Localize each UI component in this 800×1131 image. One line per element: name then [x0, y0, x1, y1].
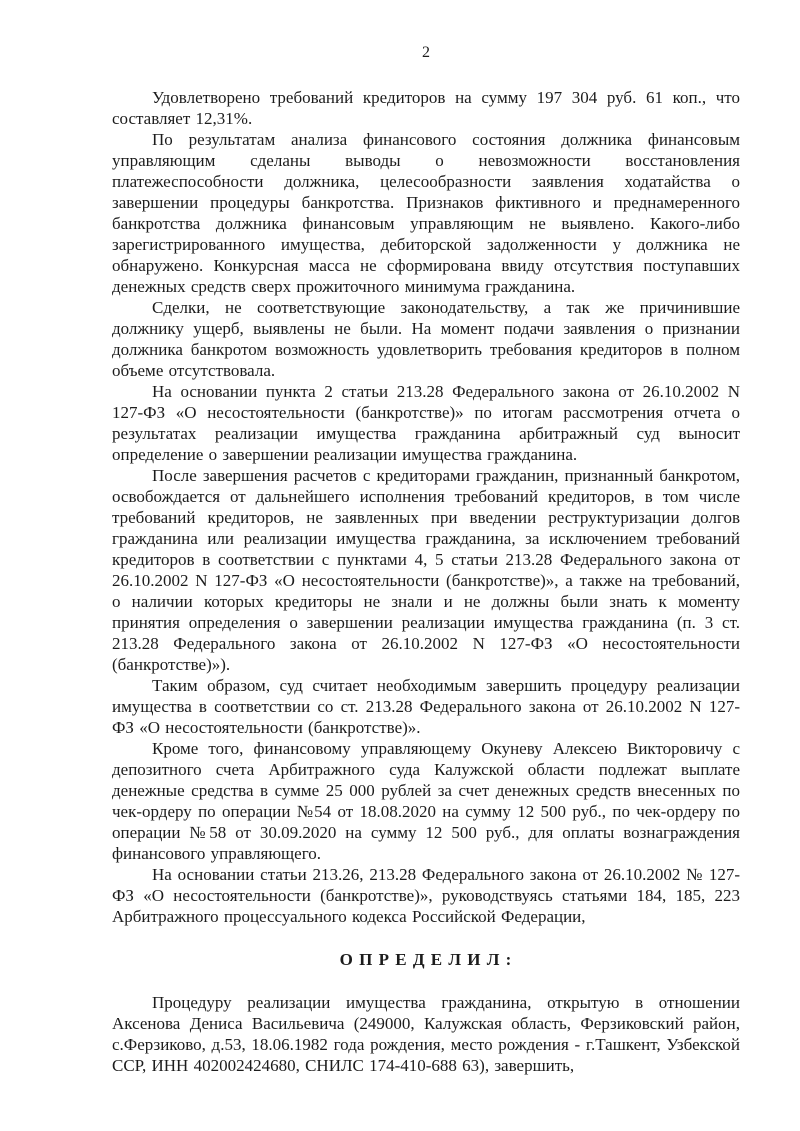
ruling-heading: О П Р Е Д Е Л И Л :	[339, 950, 513, 969]
paragraph-financial-analysis: По результатам анализа финансового состояния должника финансовым управляющим сделаны выводы о невозможности восстановления платежеспособности должника, целесообразности заявления ходатайства о завершении процедуры банкротства. Признаков фиктивного и преднамеренного банкротства должника финансовым управляющим не выявлено. Какого-либо зарегистрированного имущества, дебиторской задолженности у должника не обнаружено. Конкурсная масса не сформирована ввиду отсутствия поступавших денежных средств сверх прожиточного минимума гражданина.	[112, 130, 740, 296]
paragraph-legal-grounds: На основании статьи 213.26, 213.28 Федерального закона от 26.10.2002 № 127-ФЗ «О несостоятельности (банкротстве)», руководствуясь статьями 184, 185, 223 Арбитражного процессуального кодекса Российской Федерации,	[112, 865, 740, 926]
paragraph-court-conclusion: Таким образом, суд считает необходимым завершить процедуру реализации имущества в соответствии со ст. 213.28 Федерального закона от 26.10.2002 N 127-ФЗ «О несостоятельности (банкротстве)».	[112, 676, 740, 737]
paragraph-transactions: Сделки, не соответствующие законодательству, а так же причинившие должнику ущерб, выявлены не были. На момент подачи заявления о признании должника банкротом возможность удовлетворить требования кредиторов в полном объеме отсутствовала.	[112, 298, 740, 380]
paragraph-law-basis-213-28: На основании пункта 2 статьи 213.28 Федерального закона от 26.10.2002 N 127-ФЗ «О несостоятельности (банкротстве)» по итогам рассмотрения отчета о результатах реализации имущества гражданина арбитражный суд выносит определение о завершении реализации имущества гражданина.	[112, 382, 740, 464]
text-column	[112, 44, 740, 1076]
paragraph-satisfied-claims: Удовлетворено требований кредиторов на сумму 197 304 руб. 61 коп., что составляет 12,31%.	[112, 88, 740, 128]
page-number: 2	[422, 44, 430, 61]
paragraph-debt-release: После завершения расчетов с кредиторами гражданин, признанный банкротом, освобождается от дальнейшего исполнения требований кредиторов, в том числе требований кредиторов, не заявленных при введении реструктуризации долгов гражданина или реализации имущества гражданина, за исключением требований кредиторов в соответствии с пунктами 4, 5 статьи 213.28 Федерального закона от 26.10.2002 N 127-ФЗ «О несостоятельности (банкротстве)», а также на требований, о наличии которых кредиторы не знали и не должны были знать к моменту принятия определения о завершении реализации имущества гражданина (п. 3 ст. 213.28 Федерального закона от 26.10.2002 N 127-ФЗ «О несостоятельности (банкротстве)»).	[112, 466, 740, 674]
paragraph-ruling-completion: Процедуру реализации имущества гражданина, открытую в отношении Аксенова Дениса Васильевича (249000, Калужская область, Ферзиковский район, с.Ферзиково, д.53, 18.06.1982 года рождения, место рождения - г.Ташкент, Узбекской ССР, ИНН 402002424680, СНИЛС 174-410-688 63), завершить,	[112, 993, 740, 1075]
paragraph-manager-payment: Кроме того, финансовому управляющему Окуневу Алексею Викторовичу с депозитного счета Арбитражного суда Калужской области подлежат выплате денежные средства в сумме 25 000 рублей за счет денежных средств внесенных по чек-ордеру по операции №54 от 18.08.2020 на сумму 12 500 руб., по чек-ордеру по операции №58 от 30.09.2020 на сумму 12 500 руб., для оплаты вознаграждения финансового управляющего.	[112, 739, 740, 863]
